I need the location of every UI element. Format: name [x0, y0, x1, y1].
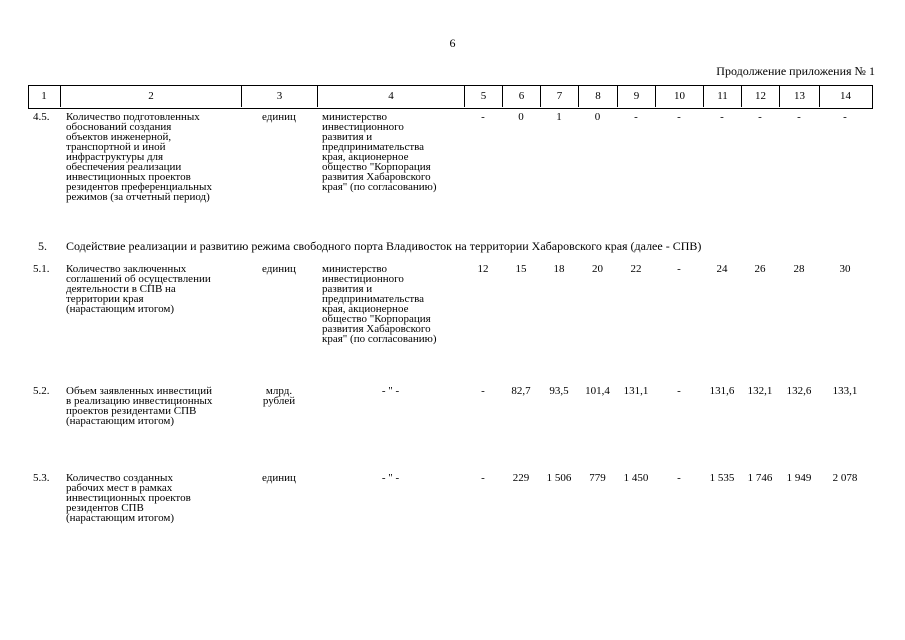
header-cell: 5: [464, 85, 502, 107]
header-cell: 13: [779, 85, 819, 107]
header-cell: 2: [60, 85, 241, 107]
value-cell: 131,6: [709, 385, 735, 397]
value-cell: -: [677, 111, 681, 123]
value-cell: 20: [592, 263, 603, 275]
value-cell: 1 949: [786, 472, 812, 484]
unit: единиц: [262, 111, 296, 123]
value-cell: -: [481, 385, 485, 397]
value-cell: 12: [477, 263, 489, 275]
header-cell: 8: [578, 85, 617, 107]
header-cell: 1: [41, 90, 47, 102]
value-cell: 133,1: [832, 385, 858, 397]
unit: млрд. рублей: [262, 385, 296, 407]
value-cell: 132,1: [747, 385, 773, 397]
header-cell: 4: [317, 85, 464, 107]
value-cell: -: [481, 111, 485, 123]
header-cell: 7: [540, 85, 578, 107]
value-cell: 28: [793, 263, 805, 275]
value-cell: 15: [515, 263, 527, 275]
value-cell: 30: [839, 263, 851, 275]
indicator-name: Количество созданных рабочих мест в рамках инвестиционных проектов резидентов СПВ (нарастающим итогом): [66, 472, 191, 524]
value-cell: 24: [716, 263, 728, 275]
value-cell: 1 450: [623, 472, 649, 484]
responsible: министерство инвестиционного развития и предпринимательства края, акционерное общество "Корпорация развития Хабаровского края" (по согласованию): [322, 263, 437, 345]
value-cell: 22: [630, 263, 642, 275]
indicator-name: Объем заявленных инвестиций в реализацию инвестиционных проектов резидентами СПВ (нарастающим итогом): [66, 385, 213, 427]
header-cell: 9: [617, 85, 655, 107]
value-cell: -: [843, 111, 847, 123]
value-cell: -: [677, 472, 681, 484]
value-cell: -: [677, 263, 681, 275]
value-cell: 101,4: [585, 385, 610, 397]
value-cell: 93,5: [549, 385, 569, 397]
value-cell: 0: [594, 111, 601, 123]
value-cell: 1: [556, 111, 562, 123]
value-cell: 18: [553, 263, 565, 275]
section-number: 5.: [38, 239, 47, 253]
responsible: - " -: [381, 385, 400, 397]
row-number: 4.5.: [33, 111, 50, 123]
responsible: министерство инвестиционного развития и предпринимательства края, акционерное общество "Корпорация развития Хабаровского края" (по согласованию): [322, 111, 437, 193]
value-cell: 1 506: [546, 472, 572, 484]
value-cell: 1 535: [709, 472, 735, 484]
value-cell: 132,6: [786, 385, 812, 397]
value-cell: 1 746: [747, 472, 773, 484]
row-number: 5.1.: [33, 263, 50, 275]
value-cell: -: [481, 472, 485, 484]
header-cell: 3: [241, 85, 317, 107]
header-cell: 6: [502, 85, 540, 107]
value-cell: 2 078: [832, 472, 858, 484]
continuation-label: Продолжение приложения № 1: [716, 64, 875, 78]
row-number: 5.3.: [33, 472, 50, 484]
unit: единиц: [262, 472, 296, 484]
value-cell: 779: [589, 472, 606, 484]
indicator-name: Количество заключенных соглашений об осуществлении деятельности в СПВ на территории края (нарастающим итогом): [66, 263, 211, 315]
indicator-name: Количество подготовленных обоснований создания объектов инженерной, транспортной и иной инфраструктуры для обеспечения реализации инвестиционных проектов резидентов преференциальных режимов (за отчетный период): [66, 111, 212, 203]
value-cell: -: [758, 111, 762, 123]
value-cell: 131,1: [623, 385, 649, 397]
value-cell: -: [677, 385, 681, 397]
value-cell: 26: [754, 263, 766, 275]
value-cell: 229: [512, 472, 530, 484]
value-cell: 0: [518, 111, 524, 123]
row-number: 5.2.: [33, 385, 50, 397]
section-title: Содействие реализации и развитию режима свободного порта Владивосток на территории Хабаровского края (далее - СПВ): [66, 239, 702, 253]
value-cell: 82,7: [511, 385, 531, 397]
header-cell: 14: [819, 85, 871, 107]
value-cell: -: [634, 111, 638, 123]
page-number: 6: [449, 36, 456, 50]
responsible: - " -: [381, 472, 400, 484]
unit: единиц: [262, 263, 296, 275]
value-cell: -: [720, 111, 724, 123]
header-cell: 12: [741, 85, 779, 107]
header-cell: 10: [655, 85, 703, 107]
value-cell: -: [797, 111, 801, 123]
header-cell: 11: [703, 85, 741, 107]
